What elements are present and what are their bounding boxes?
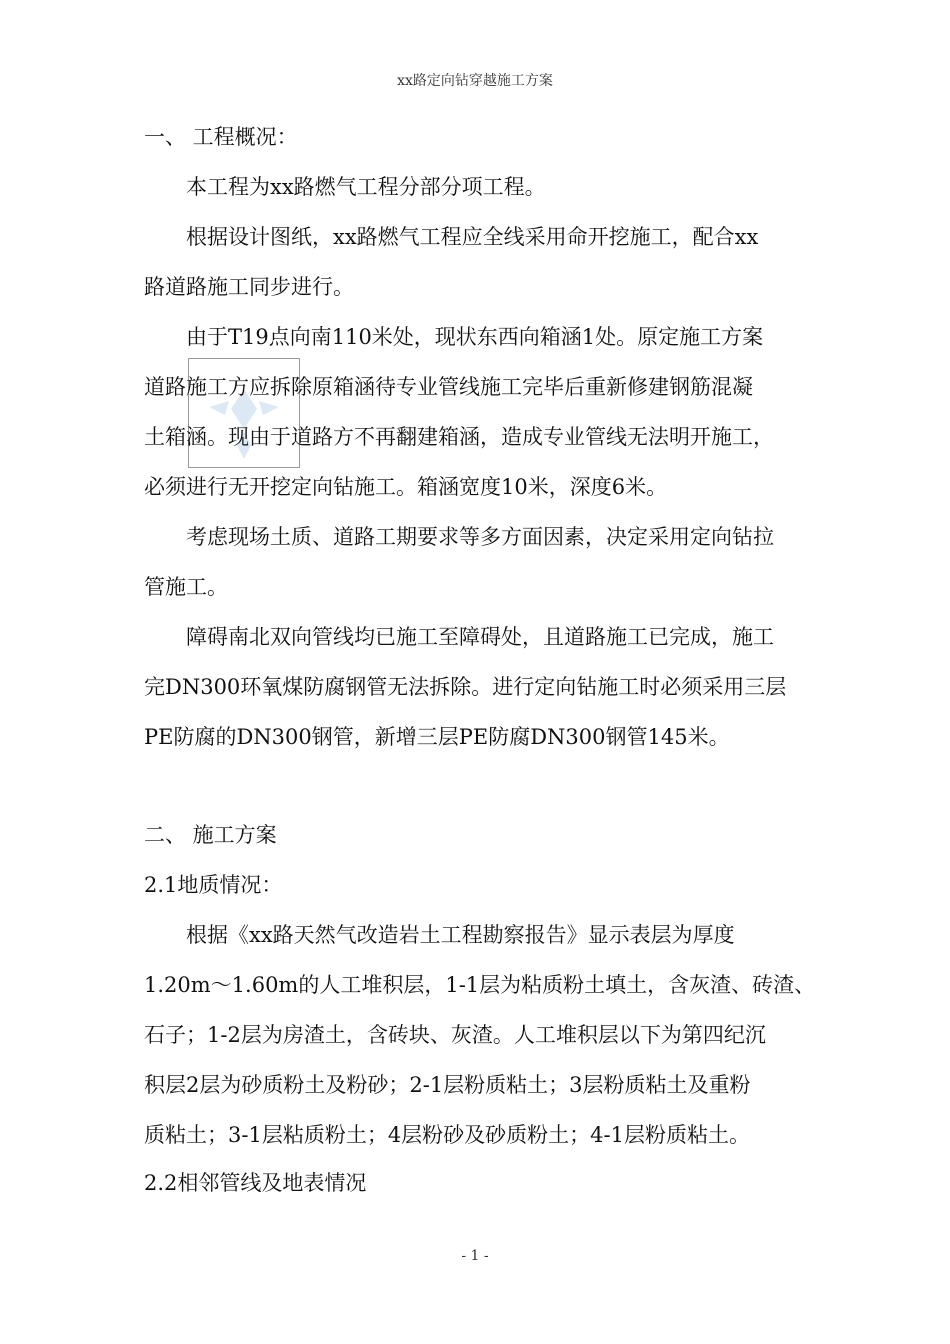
paragraph-line: 根据设计图纸，xx路燃气工程应全线采用命开挖施工，配合xx [144, 225, 759, 249]
paragraph-line: 必须进行无开挖定向钻施工。箱涵宽度10米，深度6米。 [144, 475, 668, 499]
paragraph-line: 1.20m～1.60m的人工堆积层，1-1层为粘质粉土填土，含灰渣、砖渣、 [144, 973, 816, 997]
paragraph-line: 完DN300环氧煤防腐钢管无法拆除。进行定向钻施工时必须采用三层 [144, 675, 787, 699]
section-heading-1: 一、 工程概况： [144, 125, 298, 149]
paragraph-line: 石子；1-2层为房渣土，含砖块、灰渣。人工堆积层以下为第四纪沉 [144, 1023, 766, 1047]
paragraph-line: 积层2层为砂质粉土及粉砂；2-1层粉质粘土；3层粉质粘土及重粉 [144, 1073, 751, 1097]
paragraph-line: 路道路施工同步进行。 [144, 275, 354, 299]
paragraph-line: PE防腐的DN300钢管，新增三层PE防腐DN300钢管145米。 [144, 725, 730, 749]
subsection-heading: 2.1地质情况： [144, 873, 283, 897]
paragraph-line: 考虑现场土质、道路工期要求等多方面因素，决定采用定向钻拉 [144, 525, 774, 549]
paragraph-line: 由于T19点向南110米处，现状东西向箱涵1处。原定施工方案 [144, 325, 764, 349]
page-header: xx路定向钻穿越施工方案 [397, 73, 553, 89]
paragraph-line: 土箱涵。现由于道路方不再翻建箱涵，造成专业管线无法明开施工， [144, 425, 774, 449]
section-heading-2: 二、 施工方案 [144, 823, 277, 847]
paragraph-line: 本工程为xx路燃气工程分部分项工程。 [144, 175, 546, 199]
page-number: - 1 - [461, 1248, 489, 1264]
paragraph-line: 质粘土；3-1层粘质粉土；4层粉砂及砂质粉土；4-1层粉质粘土。 [144, 1123, 750, 1147]
paragraph-line: 障碍南北双向管线均已施工至障碍处，且道路施工已完成，施工 [144, 625, 774, 649]
subsection-heading: 2.2相邻管线及地表情况 [144, 1171, 367, 1195]
paragraph-line: 管施工。 [144, 575, 228, 599]
paragraph-line: 道路施工方应拆除原箱涵待专业管线施工完毕后重新修建钢筋混凝 [144, 375, 753, 399]
paragraph-line: 根据《xx路天然气改造岩土工程勘察报告》显示表层为厚度 [144, 923, 735, 947]
